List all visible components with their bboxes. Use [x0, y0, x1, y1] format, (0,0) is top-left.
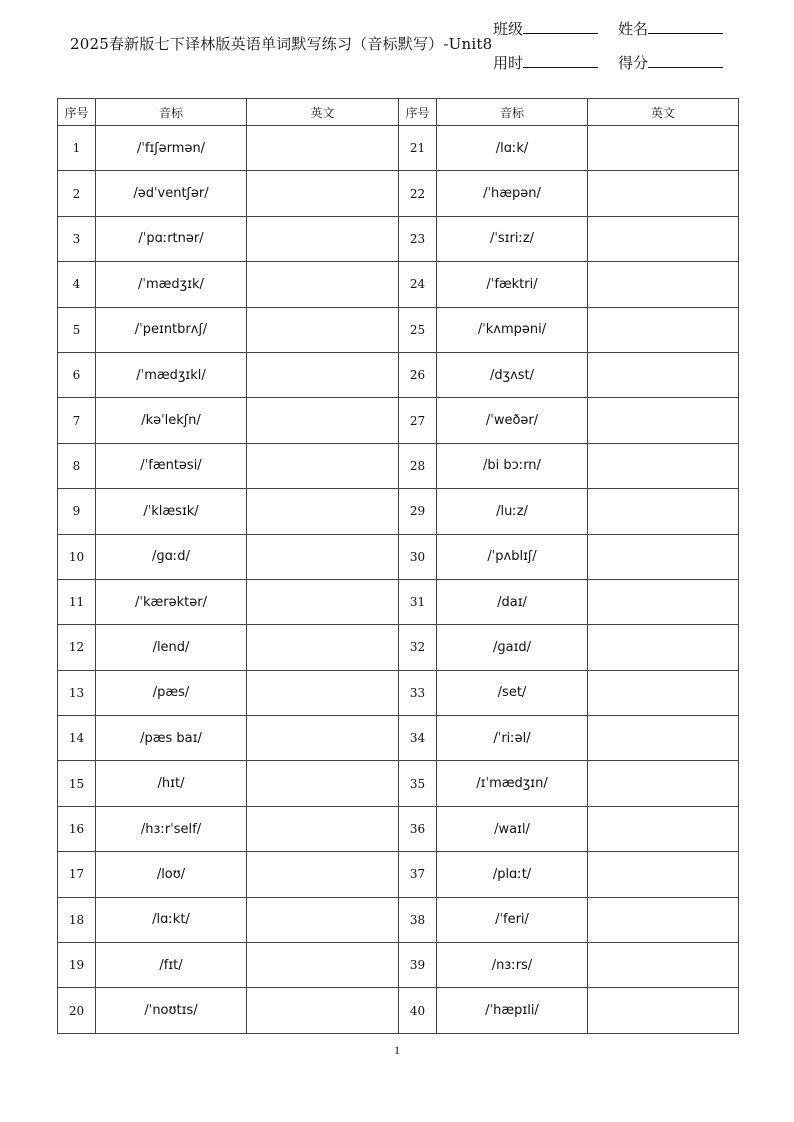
- phonetic-right: /ˈriːəl/: [437, 716, 588, 761]
- phonetic-left: /ˈpɑːrtnər/: [96, 216, 247, 261]
- time-field: [493, 52, 598, 73]
- row-number-right: 33: [399, 670, 437, 715]
- row-number-left: 4: [58, 262, 96, 307]
- row-number-left: 14: [58, 716, 96, 761]
- english-answer-right[interactable]: [588, 897, 739, 942]
- phonetic-left: /ɡɑːd/: [96, 534, 247, 579]
- phonetic-right: /dʒʌst/: [437, 352, 588, 397]
- row-number-right: 32: [399, 625, 437, 670]
- phonetic-left: /pæs/: [96, 670, 247, 715]
- phonetic-right: /bi bɔːrn/: [437, 443, 588, 488]
- row-number-left: 13: [58, 670, 96, 715]
- english-answer-right[interactable]: [588, 943, 739, 988]
- phonetic-right: /ˈweðər/: [437, 398, 588, 443]
- phonetic-right: /ˈfæktri/: [437, 262, 588, 307]
- english-answer-right[interactable]: [588, 171, 739, 216]
- english-answer-right[interactable]: [588, 126, 739, 171]
- class-field: [493, 18, 598, 39]
- table-row: [58, 171, 739, 216]
- english-answer-right[interactable]: [588, 988, 739, 1033]
- english-answer-right[interactable]: [588, 852, 739, 897]
- english-answer-left[interactable]: [247, 897, 399, 942]
- phonetic-left: /ˈnoʊtɪs/: [96, 988, 247, 1033]
- class-label: 班级: [493, 20, 524, 38]
- table-row: [58, 716, 739, 761]
- table-row: [58, 761, 739, 806]
- time-label: 用时: [493, 54, 524, 72]
- english-answer-right[interactable]: [588, 398, 739, 443]
- english-answer-left[interactable]: [247, 171, 399, 216]
- row-number-right: 22: [399, 171, 437, 216]
- worksheet-title: 2025春新版七下译林版英语单词默写练习（音标默写）-Unit8: [70, 35, 493, 53]
- row-number-left: 16: [58, 806, 96, 851]
- phonetic-left: /loʊ/: [96, 852, 247, 897]
- row-number-right: 23: [399, 216, 437, 261]
- phonetic-left: /fɪt/: [96, 943, 247, 988]
- row-number-left: 5: [58, 307, 96, 352]
- vocabulary-table: [57, 98, 739, 1034]
- english-answer-right[interactable]: [588, 716, 739, 761]
- score-field: [618, 52, 723, 73]
- phonetic-right: /luːz/: [437, 489, 588, 534]
- row-number-right: 24: [399, 262, 437, 307]
- english-answer-right[interactable]: [588, 625, 739, 670]
- english-answer-left[interactable]: [247, 398, 399, 443]
- name-field: [618, 18, 723, 39]
- english-answer-left[interactable]: [247, 806, 399, 851]
- class-blank-line[interactable]: [523, 19, 598, 34]
- phonetic-right: /lɑːk/: [437, 126, 588, 171]
- row-number-right: 36: [399, 806, 437, 851]
- english-answer-left[interactable]: [247, 579, 399, 624]
- header-number-left: 序号: [58, 99, 96, 126]
- english-answer-left[interactable]: [247, 625, 399, 670]
- english-answer-right[interactable]: [588, 579, 739, 624]
- phonetic-right: /ˈhæpɪli/: [437, 988, 588, 1033]
- header-english-left: 英文: [247, 99, 399, 126]
- phonetic-left: /ˈmædʒɪk/: [96, 262, 247, 307]
- row-number-right: 37: [399, 852, 437, 897]
- phonetic-right: /daɪ/: [437, 579, 588, 624]
- score-label: 得分: [618, 54, 649, 72]
- table-header-row: [58, 99, 739, 126]
- english-answer-left[interactable]: [247, 307, 399, 352]
- score-blank-line[interactable]: [648, 53, 723, 68]
- table-row: [58, 852, 739, 897]
- phonetic-left: /ədˈventʃər/: [96, 171, 247, 216]
- row-number-right: 26: [399, 352, 437, 397]
- table-row: [58, 579, 739, 624]
- table-row: [58, 988, 739, 1033]
- phonetic-left: /hɜːrˈself/: [96, 806, 247, 851]
- english-answer-right[interactable]: [588, 352, 739, 397]
- table-row: [58, 897, 739, 942]
- row-number-right: 27: [399, 398, 437, 443]
- phonetic-right: /ɡaɪd/: [437, 625, 588, 670]
- table-row: [58, 443, 739, 488]
- phonetic-left: /lɑːkt/: [96, 897, 247, 942]
- table-row: [58, 806, 739, 851]
- table-row: [58, 398, 739, 443]
- row-number-right: 35: [399, 761, 437, 806]
- row-number-left: 20: [58, 988, 96, 1033]
- phonetic-right: /plɑːt/: [437, 852, 588, 897]
- english-answer-right[interactable]: [588, 489, 739, 534]
- row-number-left: 8: [58, 443, 96, 488]
- row-number-left: 15: [58, 761, 96, 806]
- english-answer-left[interactable]: [247, 352, 399, 397]
- table-row: [58, 126, 739, 171]
- row-number-right: 31: [399, 579, 437, 624]
- header-english-right: 英文: [588, 99, 739, 126]
- row-number-left: 19: [58, 943, 96, 988]
- english-answer-left[interactable]: [247, 443, 399, 488]
- phonetic-left: /lend/: [96, 625, 247, 670]
- phonetic-left: /ˈfæntəsi/: [96, 443, 247, 488]
- english-answer-right[interactable]: [588, 670, 739, 715]
- row-number-right: 40: [399, 988, 437, 1033]
- phonetic-right: /waɪl/: [437, 806, 588, 851]
- row-number-left: 11: [58, 579, 96, 624]
- table-row: [58, 625, 739, 670]
- english-answer-left[interactable]: [247, 852, 399, 897]
- english-answer-right[interactable]: [588, 806, 739, 851]
- phonetic-left: /ˈmædʒɪkl/: [96, 352, 247, 397]
- time-blank-line[interactable]: [523, 53, 598, 68]
- row-number-left: 9: [58, 489, 96, 534]
- english-answer-left[interactable]: [247, 716, 399, 761]
- row-number-right: 21: [399, 126, 437, 171]
- english-answer-left[interactable]: [247, 534, 399, 579]
- row-number-left: 18: [58, 897, 96, 942]
- table-row: [58, 489, 739, 534]
- row-number-left: 3: [58, 216, 96, 261]
- header-phonetic-left: 音标: [96, 99, 247, 126]
- row-number-left: 1: [58, 126, 96, 171]
- english-answer-left[interactable]: [247, 943, 399, 988]
- row-number-right: 38: [399, 897, 437, 942]
- row-number-left: 17: [58, 852, 96, 897]
- english-answer-left[interactable]: [247, 126, 399, 171]
- table-row: [58, 943, 739, 988]
- table-row: [58, 307, 739, 352]
- english-answer-left[interactable]: [247, 489, 399, 534]
- header-number-right: 序号: [399, 99, 437, 126]
- row-number-left: 7: [58, 398, 96, 443]
- english-answer-right[interactable]: [588, 262, 739, 307]
- name-blank-line[interactable]: [648, 19, 723, 34]
- english-answer-right[interactable]: [588, 216, 739, 261]
- row-number-left: 12: [58, 625, 96, 670]
- table-row: [58, 670, 739, 715]
- row-number-right: 29: [399, 489, 437, 534]
- row-number-right: 25: [399, 307, 437, 352]
- row-number-right: 34: [399, 716, 437, 761]
- row-number-left: 6: [58, 352, 96, 397]
- english-answer-right[interactable]: [588, 443, 739, 488]
- english-answer-right[interactable]: [588, 534, 739, 579]
- phonetic-right: /set/: [437, 670, 588, 715]
- phonetic-left: /pæs baɪ/: [96, 716, 247, 761]
- phonetic-left: /hɪt/: [96, 761, 247, 806]
- page-number: 1: [394, 1043, 400, 1057]
- phonetic-left: /ˈpeɪntbrʌʃ/: [96, 307, 247, 352]
- phonetic-right: /ˈferi/: [437, 897, 588, 942]
- header-phonetic-right: 音标: [437, 99, 588, 126]
- phonetic-left: /ˈkærəktər/: [96, 579, 247, 624]
- phonetic-right: /ɪˈmædʒɪn/: [437, 761, 588, 806]
- row-number-left: 10: [58, 534, 96, 579]
- english-answer-left[interactable]: [247, 262, 399, 307]
- row-number-left: 2: [58, 171, 96, 216]
- phonetic-right: /ˈpʌblɪʃ/: [437, 534, 588, 579]
- row-number-right: 30: [399, 534, 437, 579]
- table-row: [58, 216, 739, 261]
- row-number-right: 28: [399, 443, 437, 488]
- phonetic-right: /nɜːrs/: [437, 943, 588, 988]
- table-row: [58, 352, 739, 397]
- phonetic-left: /ˈklæsɪk/: [96, 489, 247, 534]
- phonetic-left: /kəˈlekʃn/: [96, 398, 247, 443]
- table-row: [58, 262, 739, 307]
- row-number-right: 39: [399, 943, 437, 988]
- english-answer-right[interactable]: [588, 761, 739, 806]
- english-answer-left[interactable]: [247, 670, 399, 715]
- table-row: [58, 534, 739, 579]
- phonetic-right: /ˈhæpən/: [437, 171, 588, 216]
- english-answer-left[interactable]: [247, 216, 399, 261]
- phonetic-left: /ˈfɪʃərmən/: [96, 126, 247, 171]
- phonetic-right: /ˈsɪriːz/: [437, 216, 588, 261]
- english-answer-left[interactable]: [247, 988, 399, 1033]
- phonetic-right: /ˈkʌmpəni/: [437, 307, 588, 352]
- name-label: 姓名: [618, 20, 649, 38]
- english-answer-left[interactable]: [247, 761, 399, 806]
- english-answer-right[interactable]: [588, 307, 739, 352]
